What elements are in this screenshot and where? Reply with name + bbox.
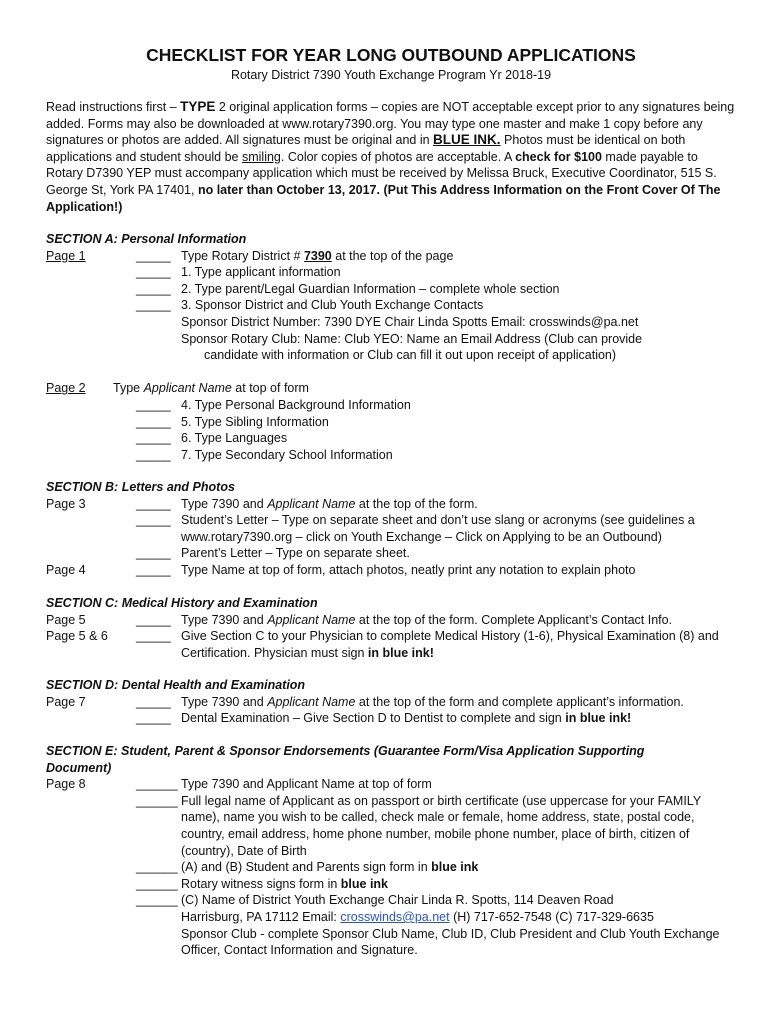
check-blank[interactable]: _____ <box>136 265 171 280</box>
intro-text: 2 original application forms – copies are NOT acceptable except prior to any signatures being added. Forms may also be downloaded at www.rotary7390.org. You may type one master and make 1 copy before any signatures or photos are added. All signatures must be original and in <box>46 100 735 148</box>
item-text-italic: Applicant Name <box>267 694 356 709</box>
checklist-item <box>46 397 736 414</box>
page2-header <box>46 380 736 397</box>
item-text: (H) 717-652-7548 (C) 717-329-6635 <box>449 909 654 924</box>
checklist-item <box>46 496 736 513</box>
checklist-item <box>46 793 736 859</box>
check-blank[interactable]: ______ <box>136 893 178 908</box>
intro-type-word: TYPE <box>180 99 216 114</box>
item-text: Type 7390 and <box>181 612 268 627</box>
check-blank[interactable]: _____ <box>136 248 171 263</box>
sponsor-district-line <box>46 314 736 331</box>
check-blank[interactable]: _____ <box>136 298 171 313</box>
section-a-heading: SECTION A: Personal Information <box>46 232 247 246</box>
item-text: Sponsor Rotary Club: Name: Club YEO: Name an Email Address (Club can provide <box>181 331 643 346</box>
item-text: 2. Type parent/Legal Guardian Information – complete whole section <box>181 281 560 296</box>
page-label: Page 5 <box>46 612 86 627</box>
item-text: Parent’s Letter – Type on separate sheet. <box>181 546 410 561</box>
item-text: Dental Examination – Give Section D to Dentist to complete and sign <box>181 711 566 726</box>
checklist-item <box>46 545 736 562</box>
section-e-heading: SECTION E: Student, Parent & Sponsor Endorsements (Guarantee Form/Visa Application Supporting Document) <box>46 744 645 775</box>
section-c <box>46 595 736 661</box>
district-number: 7390 <box>303 248 332 263</box>
check-blank[interactable]: ______ <box>136 777 178 792</box>
intro-smiling: smiling <box>241 149 281 164</box>
check-blank[interactable]: _____ <box>136 513 171 528</box>
intro-deadline: no later than October 13, 2017. (Put This Address Information on the Front Cover Of The Application!) <box>46 182 721 214</box>
item-text: at the top of the form. <box>355 496 478 511</box>
page-subtitle: Rotary District 7390 Youth Exchange Program Yr 2018-19 <box>230 68 552 82</box>
page-label: Page 1 <box>46 248 86 263</box>
check-blank[interactable]: _____ <box>136 447 171 462</box>
checklist-item <box>46 710 736 727</box>
item-text: Type Rotary District # <box>181 248 304 263</box>
item-text: at the top of the page <box>331 248 454 263</box>
item-text-italic: Applicant Name <box>267 612 356 627</box>
item-text: 3. Sponsor District and Club Youth Exchange Contacts <box>181 298 484 313</box>
intro-text: Read instructions first – <box>46 100 181 114</box>
page-label: Page 2 <box>46 381 86 396</box>
section-d <box>46 677 736 727</box>
item-text: Type 7390 and <box>181 694 268 709</box>
checklist-item <box>46 297 736 314</box>
check-blank[interactable]: _____ <box>136 546 171 561</box>
intro-blue-ink: BLUE INK. <box>433 132 501 148</box>
checklist-item <box>46 776 736 793</box>
intro-text: . Color copies of photos are acceptable. A <box>280 149 516 164</box>
section-b-heading: SECTION B: Letters and Photos <box>46 480 235 494</box>
check-blank[interactable]: _____ <box>136 612 171 627</box>
item-text: 5. Type Sibling Information <box>181 414 329 429</box>
check-blank[interactable]: _____ <box>136 629 171 644</box>
page-label: Page 4 <box>46 562 86 577</box>
item-text: Student’s Letter – Type on separate sheet and don’t use slang or acronyms (see guidelines a www.rotary7390.org – click on Youth Exchange – Click on Applying to be an Outbound) <box>181 513 695 544</box>
checklist-item <box>46 628 736 661</box>
item-text: (C) Name of District Youth Exchange Chair Linda R. Spotts, 114 Deaven Road <box>181 893 614 908</box>
item-text: 7. Type Secondary School Information <box>181 447 393 462</box>
item-text: Harrisburg, PA 17112 Email: <box>181 909 341 924</box>
checklist-item <box>46 562 736 579</box>
checklist-item <box>46 694 736 711</box>
check-blank[interactable]: _____ <box>136 397 171 412</box>
intro-check: check for $100 <box>515 149 602 164</box>
sponsor-club-line <box>46 331 736 348</box>
page-label: Page 3 <box>46 496 86 511</box>
section-d-heading: SECTION D: Dental Health and Examination <box>46 678 306 692</box>
item-text: Type 7390 and Applicant Name at top of form <box>181 777 432 792</box>
blue-ink-note: blue ink <box>431 860 479 875</box>
item-text: Type Name at top of form, attach photos, neatly print any notation to explain photo <box>181 562 636 577</box>
item-text: candidate with information or Club can fill it out upon receipt of application) <box>204 348 617 363</box>
item-text: 4. Type Personal Background Information <box>181 397 411 412</box>
item-text: at the top of the form. Complete Applicant’s Contact Info. <box>355 612 673 627</box>
checklist-item <box>46 892 736 909</box>
check-blank[interactable]: _____ <box>136 496 171 511</box>
section-a <box>46 231 736 463</box>
checklist-item <box>46 414 736 431</box>
checklist-item <box>46 447 736 464</box>
item-text: Sponsor Club - complete Sponsor Club Name, Club ID, Club President and Club Youth Exchange Officer, Contact Information and Signature. <box>181 926 720 958</box>
check-blank[interactable]: _____ <box>136 694 171 709</box>
item-text: at top of form <box>231 381 309 396</box>
blue-ink-note: in blue ink! <box>565 711 632 726</box>
item-text: at the top of the form and complete applicant’s information. <box>355 694 684 709</box>
item-text: Type 7390 and <box>181 496 268 511</box>
section-c-heading: SECTION C: Medical History and Examination <box>46 596 318 610</box>
page-title: CHECKLIST FOR YEAR LONG OUTBOUND APPLICATIONS <box>146 45 636 65</box>
checklist-item <box>46 512 736 545</box>
item-text-italic: Applicant Name <box>143 381 232 396</box>
email-link[interactable]: crosswinds@pa.net <box>340 909 450 924</box>
item-text-italic: Applicant Name <box>267 496 356 511</box>
contact-line <box>46 909 736 926</box>
page-label: Page 5 & 6 <box>46 629 108 644</box>
item-text: Type <box>113 381 144 396</box>
intro-text: Photos must be identical on both applications and student should be <box>46 133 686 164</box>
intro-text: made payable to Rotary D7390 YEP must accompany application which must be received by Melissa Bruck, Executive Coordinator, 515 S. George St, York PA 17401, <box>46 149 717 197</box>
check-blank[interactable]: ______ <box>136 860 178 875</box>
intro-paragraph <box>46 99 736 215</box>
checklist-item <box>46 859 736 876</box>
sponsor-club-line-2 <box>46 347 736 364</box>
item-text: Give Section C to your Physician to complete Medical History (1-6), Physical Examination (8) and Certification. Physician must sign <box>181 629 719 660</box>
checklist-item <box>46 612 736 629</box>
item-text: 6. Type Languages <box>181 431 288 446</box>
check-blank[interactable]: _____ <box>136 431 171 446</box>
checklist-item <box>46 430 736 447</box>
item-text: (A) and (B) Student and Parents sign form in <box>181 860 432 875</box>
item-text: Sponsor District Number: 7390 DYE Chair Linda Spotts Email: crosswinds@pa.net <box>181 314 639 329</box>
checklist-item <box>46 876 736 893</box>
blue-ink-note: in blue ink! <box>367 645 434 660</box>
checklist-item <box>46 248 736 265</box>
section-b <box>46 479 736 579</box>
check-blank[interactable]: _____ <box>136 414 171 429</box>
check-blank[interactable]: _____ <box>136 562 171 577</box>
checklist-item <box>46 264 736 281</box>
check-blank[interactable]: ______ <box>136 793 178 808</box>
page-label: Page 8 <box>46 777 86 792</box>
sponsor-club-line <box>46 926 736 959</box>
check-blank[interactable]: ______ <box>136 876 178 891</box>
check-blank[interactable]: _____ <box>136 281 171 296</box>
item-text: Full legal name of Applicant as on passport or birth certificate (use uppercase for your FAMILY name), name you wish to be called, check male or female, home address, state, postal code, country, email address, home phone number, mobile phone number, place of birth, citizen of (country), Date of Birth <box>181 793 701 858</box>
page-label: Page 7 <box>46 694 86 709</box>
item-text: Rotary witness signs form in <box>181 876 341 891</box>
blue-ink-note: blue ink <box>340 876 389 891</box>
section-e <box>46 743 736 959</box>
item-text: 1. Type applicant information <box>181 265 341 280</box>
checklist-item <box>46 281 736 298</box>
check-blank[interactable]: _____ <box>136 711 171 726</box>
